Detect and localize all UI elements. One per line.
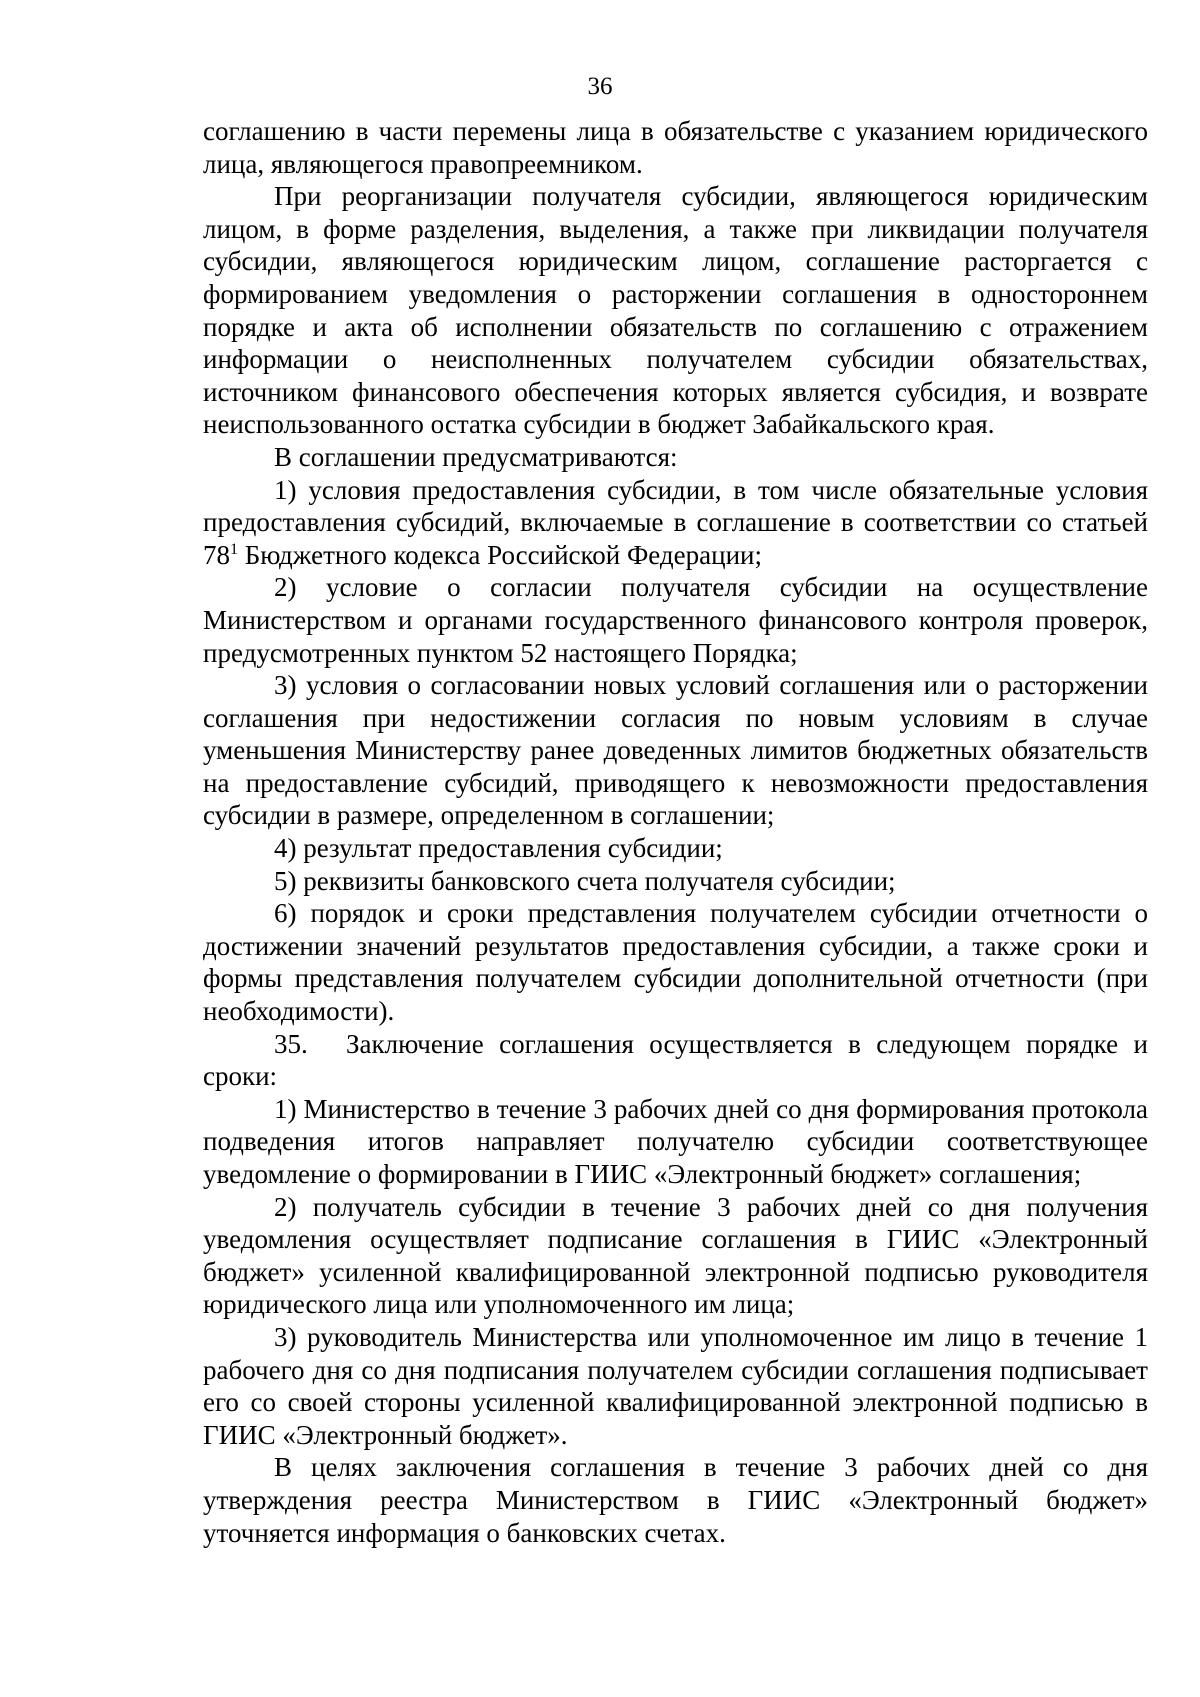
document-body: [203, 115, 1148, 1549]
clause-number: 35.: [274, 1028, 308, 1059]
article-superscript: 1: [230, 540, 238, 558]
clause-35-text: Заключение соглашения осуществляется в следующем порядке и сроки:: [203, 1028, 1148, 1092]
list-item-1-text-end: Бюджетного кодекса Российской Федерации;: [238, 539, 762, 570]
page-number: 36: [587, 73, 613, 100]
list-item-6-reporting: 6) порядок и сроки представления получателем субсидии отчетности о достижении значений результатов предоставления субсидии, а также сроки и формы представления получателем субсидии дополнительной отчетности (при необходимости).: [203, 898, 1148, 1027]
list-item-1-conditions: [203, 474, 1148, 572]
step-2-recipient-signing: 2) получатель субсидии в течение 3 рабочих дней со дня получения уведомления осуществляет подписание соглашения в ГИИС «Электронный бюджет» усиленной квалифицированной электронной подписью руководителя юридического лица или уполномоченного им лица;: [203, 1191, 1148, 1320]
list-item-2-consent: 2) условие о согласии получателя субсидии на осуществление Министерством и органами государственного финансового контроля проверок, предусмотренных пунктом 52 настоящего Порядка;: [203, 572, 1148, 668]
list-item-4-result: 4) результат предоставления субсидии;: [274, 833, 723, 864]
list-item-3-new-conditions: 3) условия о согласовании новых условий соглашения или о расторжении соглашения при недостижении согласия по новым условиям в случае уменьшения Министерству ранее доведенных лимитов бюджетных обязательств на предоставление субсидий, приводящего к невозможности предоставления субсидии в размере, определенном в соглашении;: [203, 670, 1148, 831]
paragraph-reorganization: При реорганизации получателя субсидии, являющегося юридическим лицом, в форме разделения, выделения, а также при ликвидации получателя субсидии, являющегося юридическим лицом, соглашение расторгается с формированием уведомления о расторжении соглашения в одностороннем порядке и акта об исполнении обязательств по соглашению с отражением информации о неисполненных получателем субсидии обязательствах, источником финансового обеспечения которых является субсидия, и возврате неиспользованного остатка субсидии в бюджет Забайкальского края.: [203, 181, 1148, 440]
step-3-head-signing: 3) руководитель Министерства или уполномоченное им лицо в течение 1 рабочего дня со дня подписания получателем субсидии соглашения подписывает его со своей стороны усиленной квалифицированной электронной подписью в ГИИС «Электронный бюджет».: [203, 1321, 1148, 1450]
paragraph-bank-accounts: В целях заключения соглашения в течение 3 рабочих дней со дня утверждения реестра Министерством в ГИИС «Электронный бюджет» уточняется информация о банковских счетах.: [203, 1452, 1148, 1548]
clause-35: [203, 1028, 1148, 1093]
step-1-ministry-notice: 1) Министерство в течение 3 рабочих дней со дня формирования протокола подведения итогов направляет получателю субсидии соответствующее уведомление о формировании в ГИИС «Электронный бюджет» соглашения;: [203, 1093, 1148, 1189]
list-item-5-bank-details: 5) реквизиты банковского счета получателя субсидии;: [274, 865, 896, 896]
paragraph-agreement-provisions: В соглашении предусматриваются:: [274, 441, 678, 472]
paragraph-continuation: соглашению в части перемены лица в обязательстве с указанием юридического лица, являющегося правопреемником.: [203, 116, 1148, 179]
list-item-1-text: 1) условия предоставления субсидии, в том числе обязательные условия предоставления субсидий, включаемые в соглашение в соответствии со статьей 78: [203, 474, 1148, 570]
